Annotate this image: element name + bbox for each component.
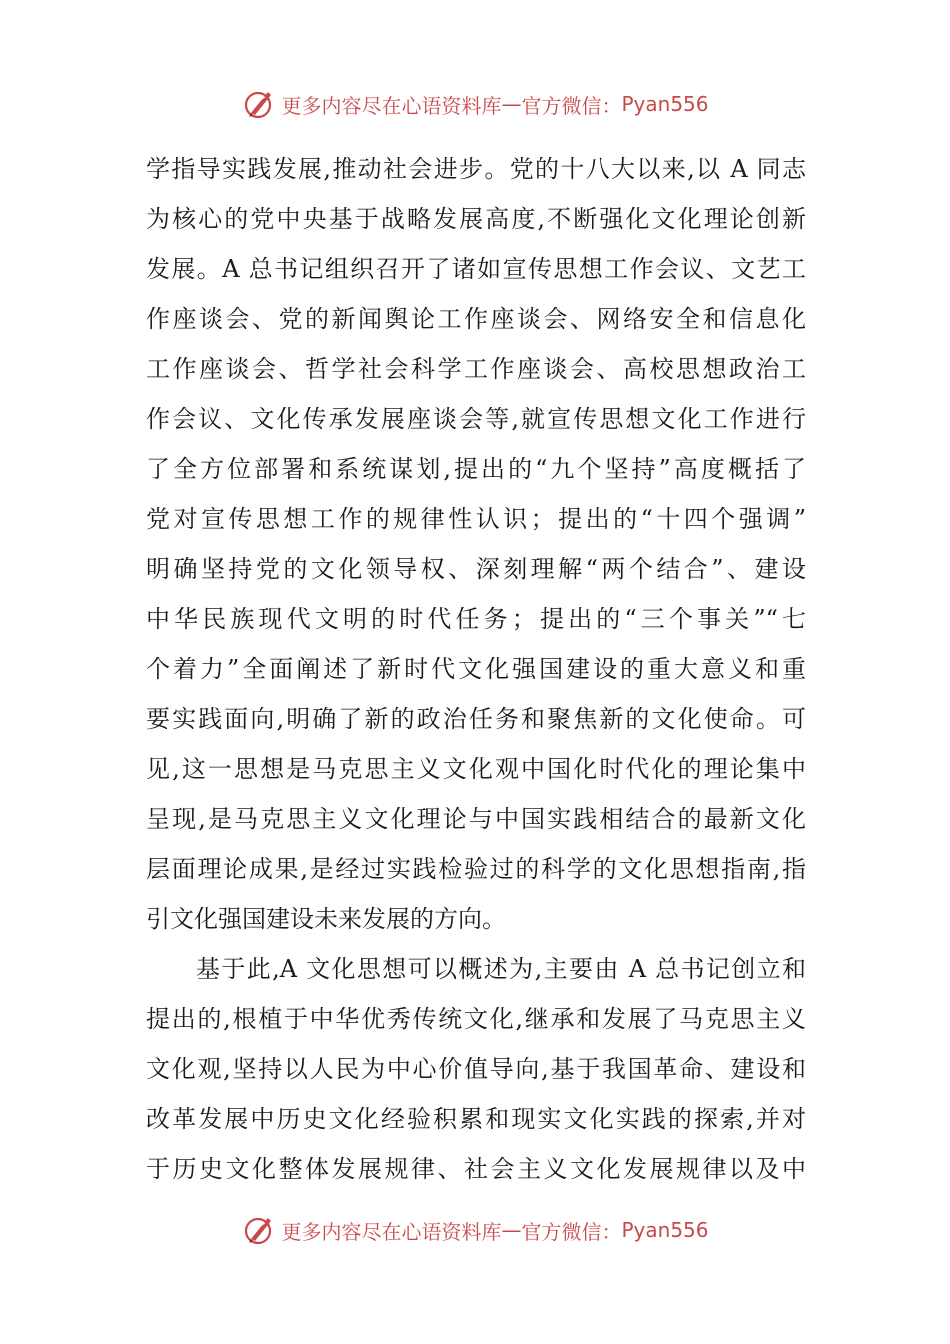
footer-wechat-id: Pyan556 [621,1218,709,1242]
text-line: 明确坚持党的文化领导权、深刻理解“两个结合”、建设 [146,555,806,583]
header-banner [0,84,950,124]
header-dash: — [501,92,522,116]
text-line: 个着力”全面阐述了新时代文化强国建设的重大意义和重 [146,655,806,683]
paragraph-start-line: 基于此,A 文化思想可以概述为,主要由 A 总书记创立和 [196,955,806,983]
text-line: 作会议、文化传承发展座谈会等,就宣传思想文化工作进行 [146,405,806,433]
footer-dash: — [501,1218,522,1242]
footer-wechat-label: 官方微信： [521,1219,622,1244]
text-line: 了全方位部署和系统谋划,提出的“九个坚持”高度概括了 [146,455,806,483]
text-line: 层面理论成果,是经过实践检验过的科学的文化思想指南,指 [146,855,806,883]
header-wechat-label: 官方微信： [521,93,622,118]
text-line: 呈现,是马克思主义文化理论与中国实践相结合的最新文化 [146,805,806,833]
text-line: 发展。A 总书记组织召开了诸如宣传思想工作会议、文艺工 [146,255,806,283]
document-body [146,144,806,1194]
text-line: 改革发展中历史文化经验积累和现实文化实践的探索,并对 [146,1105,806,1133]
footer-promo-text: 更多内容尽在心语资料库 [281,1219,502,1244]
text-line: 党对宣传思想工作的规律性认识；提出的“十四个强调” [146,505,806,533]
header-promo-text: 更多内容尽在心语资料库 [281,93,502,118]
text-line: 见,这一思想是马克思主义文化观中国化时代化的理论集中 [146,755,806,783]
text-line: 作座谈会、党的新闻舆论工作座谈会、网络安全和信息化 [146,305,806,333]
text-line: 文化观,坚持以人民为中心价值导向,基于我国革命、建设和 [146,1055,806,1083]
text-line: 中华民族现代文明的时代任务；提出的“三个事关”“七 [146,605,806,633]
text-line: 要实践面向,明确了新的政治任务和聚焦新的文化使命。可 [146,705,806,733]
text-line: 学指导实践发展,推动社会进步。党的十八大以来,以 A 同志 [146,155,806,183]
quill-pen-logo-icon [241,86,277,122]
text-line: 引文化强国建设未来发展的方向。 [146,905,506,933]
header-wechat-id: Pyan556 [621,92,709,116]
text-line: 于历史文化整体发展规律、社会主义文化发展规律以及中 [146,1155,806,1183]
quill-pen-logo-icon [241,1212,277,1248]
text-line: 工作座谈会、哲学社会科学工作座谈会、高校思想政治工 [146,355,806,383]
text-line: 为核心的党中央基于战略发展高度,不断强化文化理论创新 [146,205,806,233]
footer-banner [0,1210,950,1250]
text-line: 提出的,根植于中华优秀传统文化,继承和发展了马克思主义 [146,1005,806,1033]
